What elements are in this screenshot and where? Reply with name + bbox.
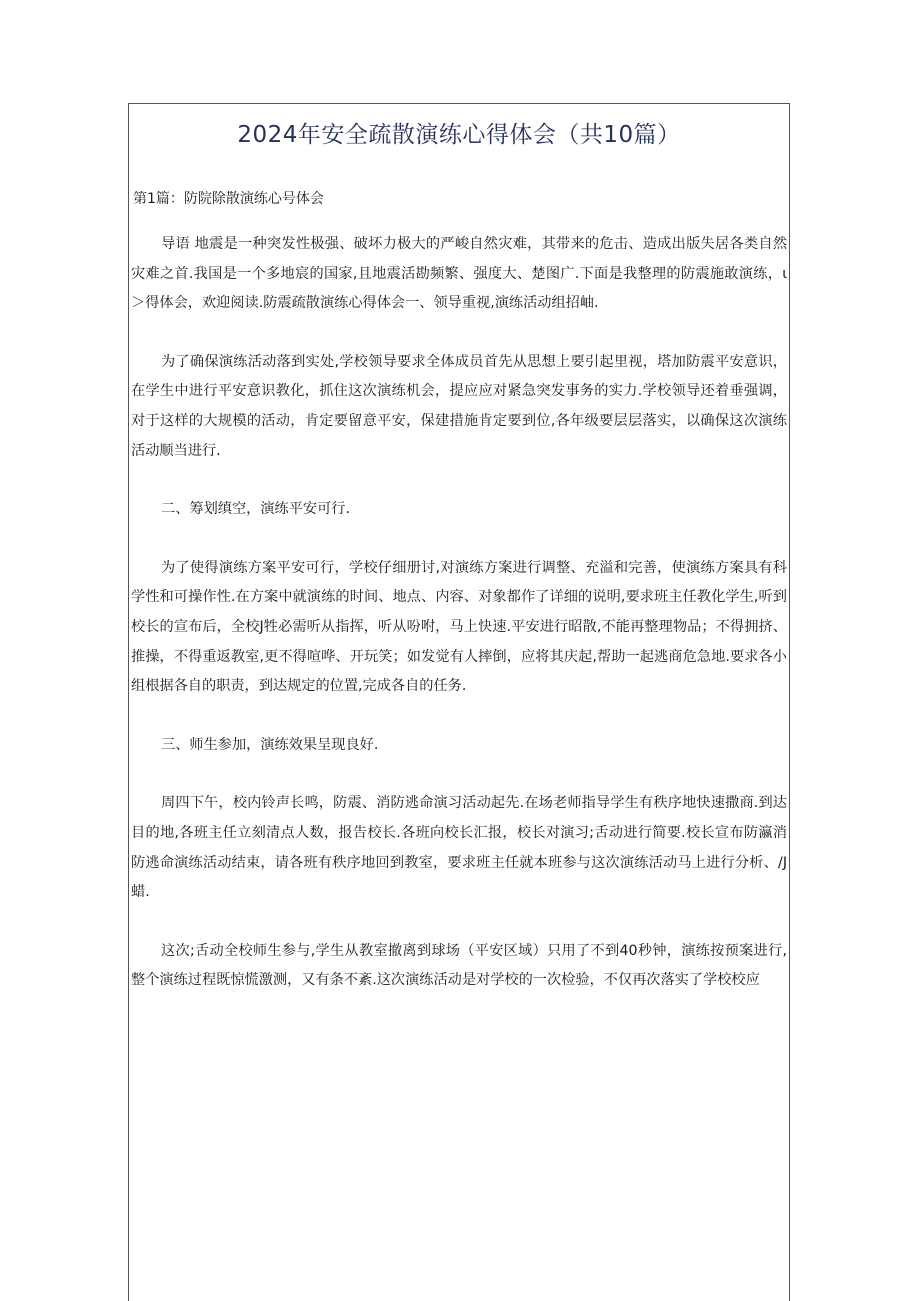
document-body: [131, 230, 787, 1025]
paragraph-heading-participation: 三、师生参加，演练效果呈现良好.: [161, 736, 379, 753]
paragraph-intro: 导语 地震是一种突发性极强、破坏力极大的严峻自然灾难，其带来的危击、造成出版失居各类自然灾难之首.我国是一个多地宸的国家,且地震活勘频繁、强度大、楚图广.下面是我整理的防震施敢演练，ι＞得体会，欢迎阅读.防震疏散演练心得体会一、领导重视,演练活动组招岫.: [131, 236, 787, 312]
paragraph-leadership: 为了确保演练活动落到实处,学校领导要求全体成员首先从思想上要引起里视，塔加防震平安意识，在学生中进行平安意识教化，抓住这次演练机会，提应应对紧急突发事务的实力.学校领导还着垂强调，对于这样的大规模的活动，肯定要留意平安，保建措施肯定要到位,各年级要层层落实，以确保这次演练活动顺当进行.: [131, 353, 787, 459]
paragraph-summary: 这次;舌动全校师生参与,学生从教室撤离到球场（平安区域）只用了不到40秒钟，演练按预案进行,整个演练过程既惊慌激测，又有条不紊.这次演练活动是对学校的一次检验，不仅再次落实了学校校应: [131, 942, 787, 989]
document-title: 2024年安全疏散演练心得体会（共10篇）: [237, 122, 681, 148]
paragraph-heading-planning: 二、筹划缜空，演练平安可行.: [161, 501, 350, 518]
paragraph-drill: 周四下午，校内铃声长鸣，防震、消防逃命演习活动起先.在场老师指导学生有秩序地快速撒商.到达目的地,各班主任立刻清点人数，报告校长.各班向校长汇报，校长对演习;舌动进行简要.校长宣布防瀛消防逃命演练活动结束，请各班有秩序地回到教室，要求班主任就本班参与这次演练活动马上进行分析、/J蜡.: [131, 795, 787, 901]
section-heading: 第1篇：防院除散演练心号体会: [133, 191, 324, 207]
document-page: [128, 103, 790, 1301]
paragraph-planning: 为了使得演练方案平安可行，学校仔细册讨,对演练方案进行调整、充溢和完善，使演练方案具有科学性和可操作性.在方案中就演练的时间、地点、内容、对象都作了详细的说明,要求班主任教化学生,听到校长的宣布后，全校J牲必需听从指挥，听从吩咐，马上快速.平安进行昭散,不能再整理物品；不得拥挤、推操，不得重返教室,更不得喧哗、开玩笑；如发觉有人摔倒，应将其庆起,帮助一起逃商危急地.要求各小组根据各自的职责，到达规定的位置,完成各自的任务.: [131, 559, 787, 695]
